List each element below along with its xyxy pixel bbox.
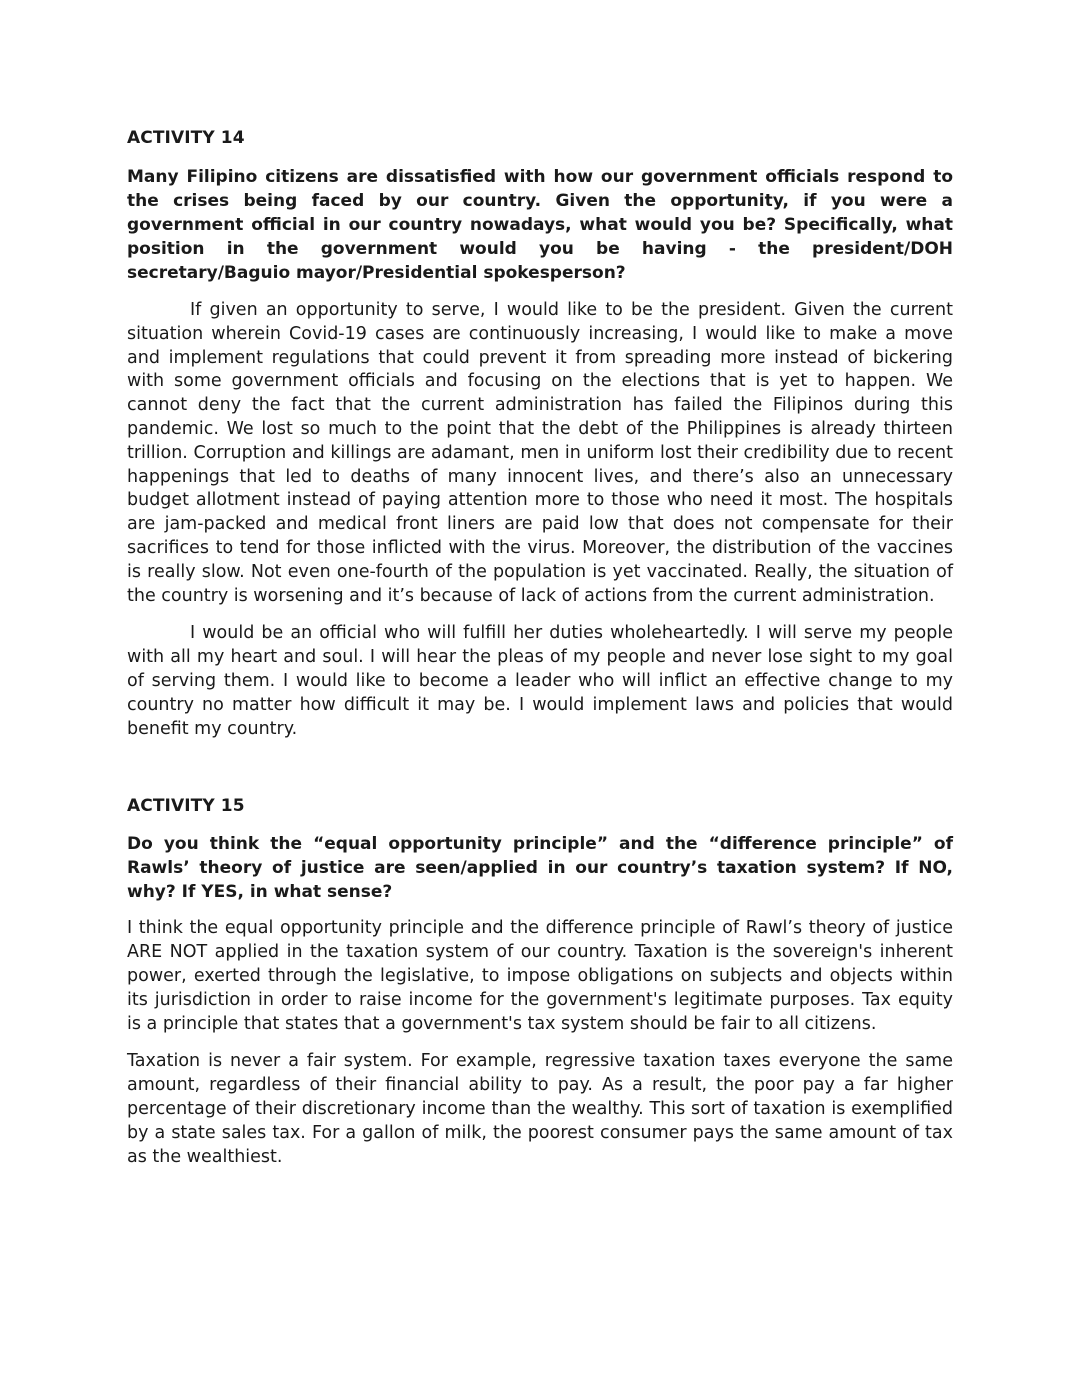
activity-15-heading: ACTIVITY 15 [127, 796, 245, 817]
activity-15-answer-paragraph-1: I think the equal opportunity principle and the difference principle of Rawl’s theory of justice ARE NOT applied in the taxation system of our country. Taxation is the sovereign's inherent power, exerted through the legislative, to impose obligations on subjects and objects within its jurisdiction in order to raise income for the government's legitimate purposes. Tax equity is a principle that states that a government's tax system should be fair to all citizens. [127, 918, 953, 1034]
activity-14-answer-paragraph-1: If given an opportunity to serve, I would like to be the president. Given the current situation wherein Covid-19 cases are continuously increasing, I would like to make a move and implement regulations that could prevent it from spreading more instead of bickering with some government officials and focusing on the elections that is yet to happen. We cannot deny the fact that the current administration has failed the Filipinos during this pandemic. We lost so much to the point that the debt of the Philippines is already thirteen trillion. Corruption and killings are adamant, men in uniform lost their credibility due to recent happenings that led to deaths of many innocent lives, and there’s also an unnecessary budget allotment instead of paying attention more to those who need it most. The hospitals are jam-packed and medical front liners are paid low that does not compensate for their sacrifices to tend for those inflicted with the virus. Moreover, the distribution of the vaccines is really slow. Not even one-fourth of the population is yet vaccinated. Really, the situation of the country is worsening and it’s because of lack of actions from the current administration. [127, 300, 953, 606]
activity-14-answer-paragraph-2: I would be an official who will fulfill her duties wholeheartedly. I will serve my people with all my heart and soul. I will hear the pleas of my people and never lose sight to my goal of serving them. I would like to become a leader who will inflict an effective change to my country no matter how difficult it may be. I would implement laws and policies that would benefit my country. [127, 623, 953, 739]
activity-15-section [127, 794, 953, 1169]
document-page [127, 126, 953, 1169]
activity-14-section [127, 126, 953, 741]
activity-15-question: Do you think the “equal opportunity principle” and the “difference principle” of Rawls’ theory of justice are seen/applied in our country’s taxation system? If NO, why? If YES, in what sense? [127, 834, 953, 903]
activity-14-heading: ACTIVITY 14 [127, 128, 245, 148]
activity-15-answer-paragraph-2: Taxation is never a fair system. For example, regressive taxation taxes everyone the same amount, regardless of their financial ability to pay. As a result, the poor pay a far higher percentage of their discretionary income than the wealthy. This sort of taxation is exemplified by a state sales tax. For a gallon of milk, the poorest consumer pays the same amount of tax as the wealthiest. [127, 1051, 953, 1167]
activity-14-question: Many Filipino citizens are dissatisfied with how our government officials respond to the crises being faced by our country. Given the opportunity, if you were a government official in our country nowadays, what would you be? Specifically, what position in the government would you be having - the president/DOH secretary/Baguio mayor/Presidential spokesperson? [127, 167, 953, 283]
